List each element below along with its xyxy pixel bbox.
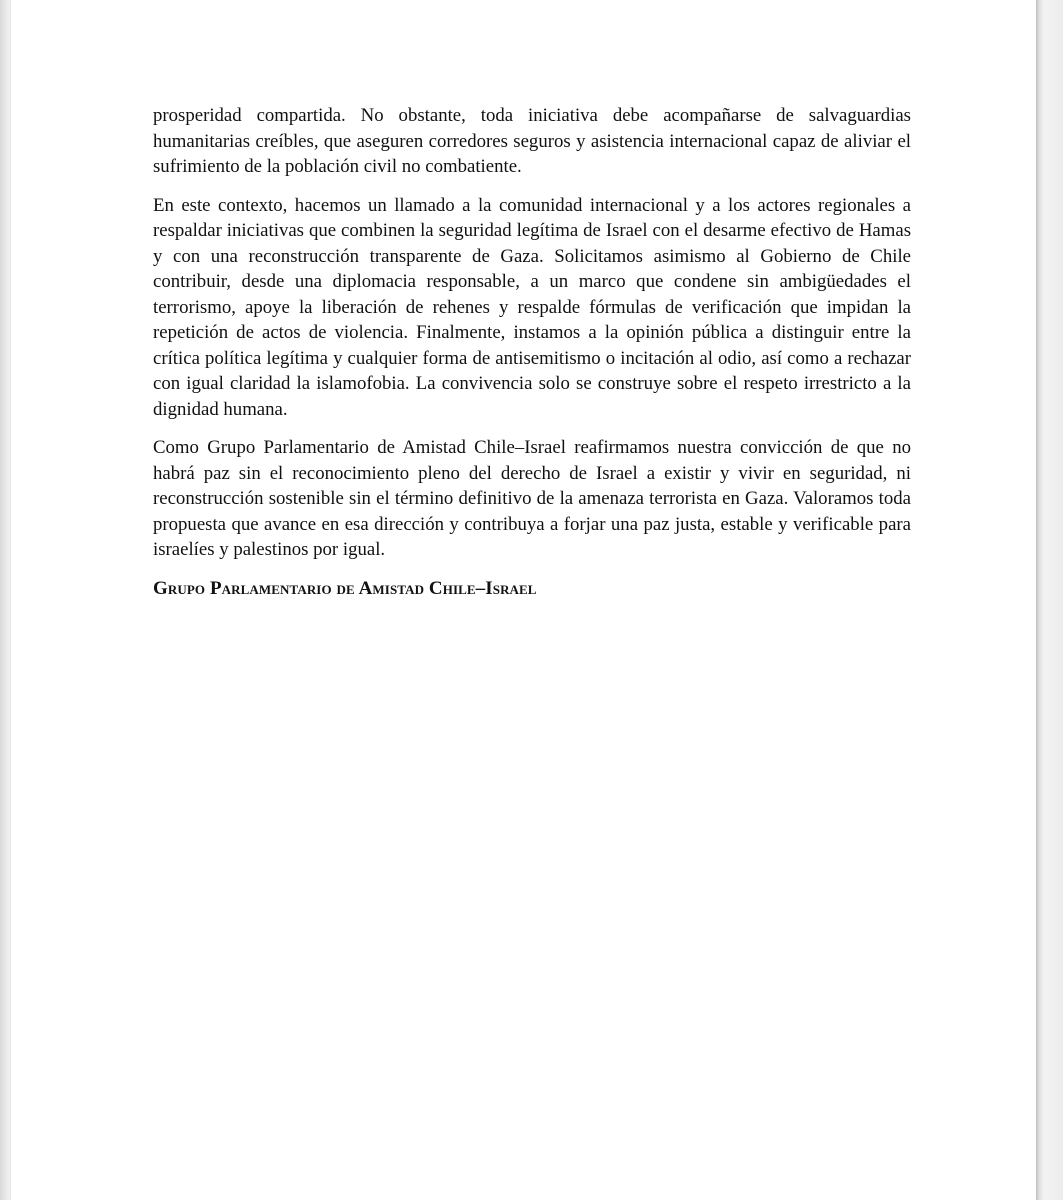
paragraph-1: prosperidad compartida. No obstante, toda iniciativa debe acompañarse de salvaguardias humanitarias creíbles, que aseguren corredores seguros y asistencia internacional capaz de aliviar el sufrimiento de la población civil no combatiente.: [153, 105, 911, 177]
paragraph-2: En este contexto, hacemos un llamado a la comunidad internacional y a los actores regionales a respaldar iniciativas que combinen la seguridad legítima de Israel con el desarme efectivo de Hamas y con una reconstrucción transparente de Gaza. Solicitamos asimismo al Gobierno de Chile contribuir, desde una diplomacia responsable, a un marco que condene sin ambigüedades el terrorismo, apoye la liberación de rehenes y respalde fórmulas de verificación que impidan la repetición de actos de violencia. Finalmente, instamos a la opinión pública a distinguir entre la crítica política legítima y cualquier forma de antisemitismo o incitación al odio, así como a rechazar con igual claridad la islamofobia. La convivencia solo se construye sobre el respeto irrestricto a la dignidad humana.: [153, 194, 911, 420]
signature: Grupo Parlamentario de Amistad Chile–Israel: [153, 577, 537, 599]
page-left-edge: [0, 0, 11, 1200]
paragraph-3: Como Grupo Parlamentario de Amistad Chile–Israel reafirmamos nuestra convicción de que no habrá paz sin el reconocimiento pleno del derecho de Israel a existir y vivir en seguridad, ni reconstrucción sostenible sin el término definitivo de la amenaza terrorista en Gaza. Valoramos toda propuesta que avance en esa dirección y contribuya a forjar una paz justa, estable y verificable para israelíes y palestinos por igual.: [153, 437, 911, 560]
document-body: [153, 103, 911, 601]
page-right-edge: [1036, 0, 1063, 1200]
